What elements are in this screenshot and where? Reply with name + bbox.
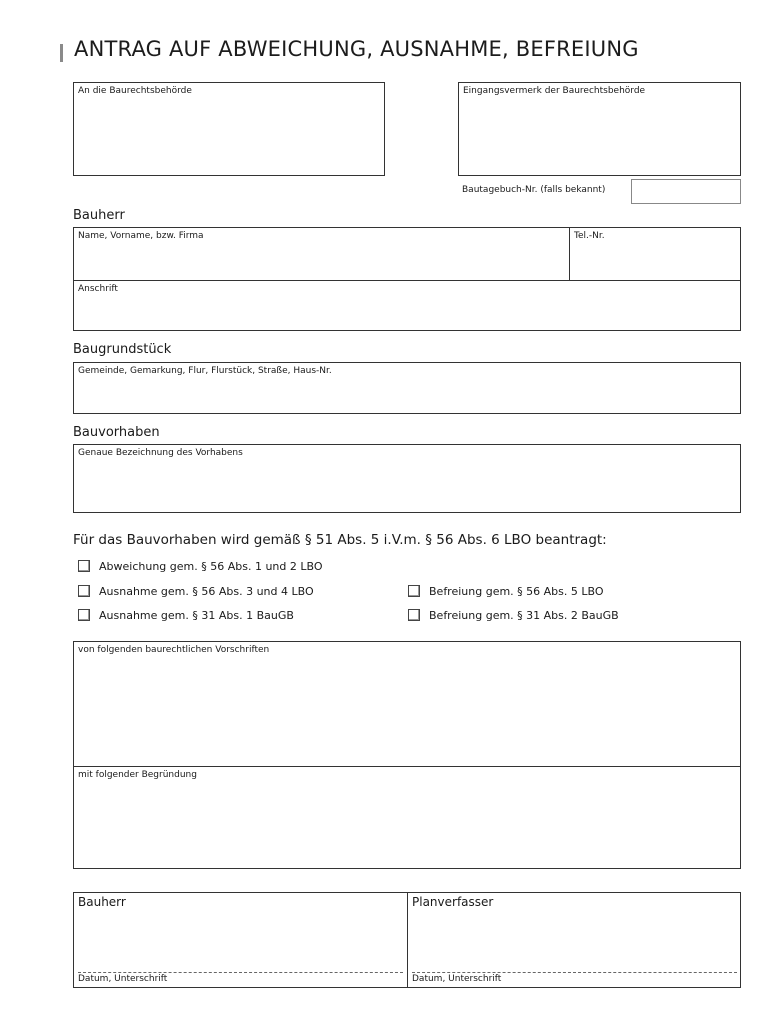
checkbox-ausnahme-lbo-label: Ausnahme gem. § 56 Abs. 3 und 4 LBO [99,585,314,598]
regulations-field[interactable] [74,642,740,766]
signature-box [73,892,741,988]
authority-label: An die Baurechtsbehörde [78,86,192,96]
bauherr-box [73,227,741,331]
checkbox-befreiung-baugb[interactable] [408,609,420,621]
grundstueck-heading: Baugrundstück [73,342,172,357]
bauherr-phone-label: Tel.-Nr. [574,231,605,241]
planverfasser-signature-field[interactable] [407,893,740,987]
receipt-stamp-field [458,82,741,176]
checkbox-befreiung-baugb-label: Befreiung gem. § 31 Abs. 2 BauGB [429,609,619,622]
receipt-label: Eingangsvermerk der Baurechtsbehörde [463,86,646,96]
title-accent-bar [60,44,63,62]
bauherr-name-label: Name, Vorname, bzw. Firma [78,231,204,241]
bauherr-signature-title: Bauherr [78,895,126,909]
bauherr-address-field[interactable] [74,280,740,330]
checkbox-befreiung-lbo-label: Befreiung gem. § 56 Abs. 5 LBO [429,585,604,598]
planverfasser-signature-line [412,972,737,973]
checkbox-abweichung-label: Abweichung gem. § 56 Abs. 1 und 2 LBO [99,560,323,573]
bauherr-signature-line [78,972,403,973]
bauherr-phone-field[interactable] [569,228,741,280]
reason-label: mit folgender Begründung [78,770,197,780]
reason-field[interactable] [74,766,740,868]
request-statement: Für das Bauvorhaben wird gemäß § 51 Abs. 5 i.V.m. § 56 Abs. 6 LBO beantragt: [73,532,607,548]
bauherr-name-field[interactable] [74,228,569,280]
diary-number-input[interactable] [631,179,741,204]
checkbox-abweichung[interactable] [78,560,90,572]
authority-field[interactable] [73,82,385,176]
page-title: ANTRAG AUF ABWEICHUNG, AUSNAHME, BEFREIUNG [74,37,639,61]
regulations-label: von folgenden baurechtlichen Vorschriften [78,645,270,655]
checkbox-befreiung-lbo[interactable] [408,585,420,597]
bauherr-signature-field[interactable] [74,893,407,987]
planverfasser-signature-title: Planverfasser [412,895,494,909]
vorhaben-description-field[interactable] [73,444,741,513]
regulations-reason-box [73,641,741,869]
grundstueck-location-label: Gemeinde, Gemarkung, Flur, Flurstück, Straße, Haus-Nr. [78,366,332,376]
bauherr-address-label: Anschrift [78,284,118,294]
planverfasser-date-sign-label: Datum, Unterschrift [412,974,502,984]
diary-number-label: Bautagebuch-Nr. (falls bekannt) [462,185,606,195]
grundstueck-location-field[interactable] [73,362,741,414]
bauherr-heading: Bauherr [73,208,125,223]
bauherr-date-sign-label: Datum, Unterschrift [78,974,168,984]
checkbox-ausnahme-baugb-label: Ausnahme gem. § 31 Abs. 1 BauGB [99,609,294,622]
vorhaben-description-label: Genaue Bezeichnung des Vorhabens [78,448,243,458]
checkbox-ausnahme-lbo[interactable] [78,585,90,597]
vorhaben-heading: Bauvorhaben [73,425,160,440]
checkbox-ausnahme-baugb[interactable] [78,609,90,621]
